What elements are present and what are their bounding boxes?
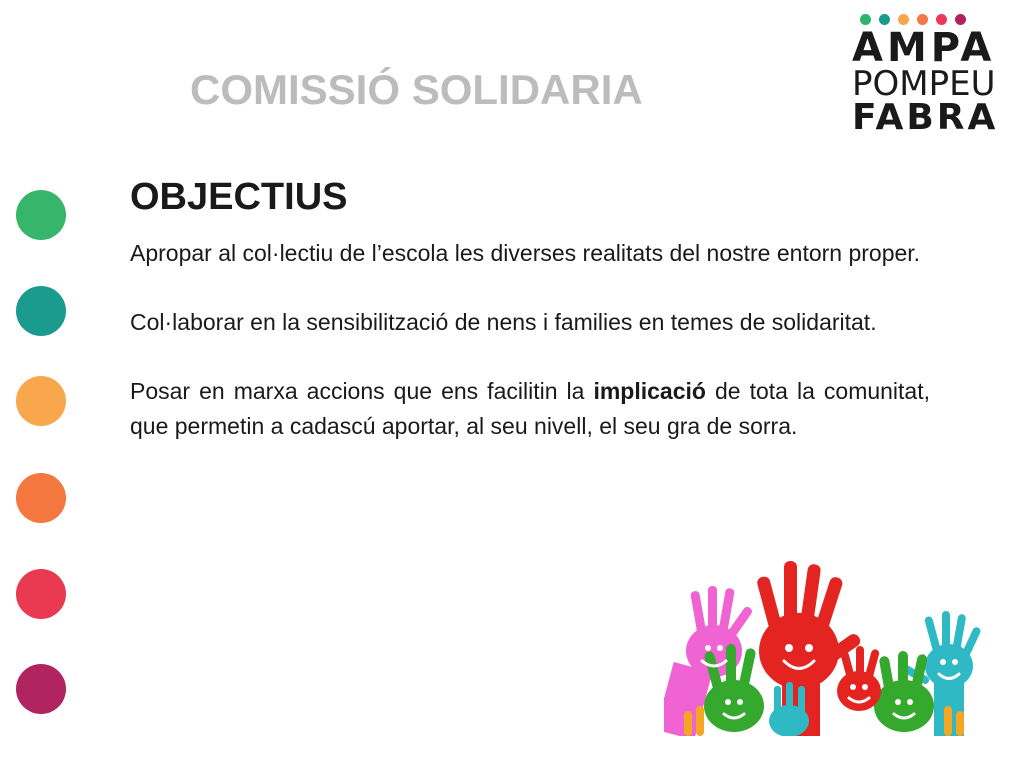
decorative-dot-teal — [16, 286, 66, 336]
ampa-logo — [852, 14, 1002, 138]
logo-dot — [879, 14, 890, 25]
decorative-dot-red — [16, 569, 66, 619]
paragraph-3-text-start: Posar en marxa accions que ens facilitin la — [130, 378, 594, 404]
teal-hand-icon — [769, 682, 809, 736]
logo-dot — [936, 14, 947, 25]
decorative-dot-green — [16, 190, 66, 240]
paragraph-3-bold-word: implicació — [593, 378, 706, 404]
colorful-hands-illustration — [664, 556, 984, 736]
decorative-dot-magenta — [16, 664, 66, 714]
objective-paragraph-3 — [130, 374, 930, 444]
objectives-text — [130, 236, 930, 478]
objective-paragraph-1: Apropar al col·lectiu de l’escola les diverses realitats del nostre entorn proper. — [130, 240, 921, 266]
paragraph-3-text-end: de tota la comunitat, que permetin a cadascú aportar, al seu nivell, el seu gra de sorra. — [130, 378, 931, 439]
logo-dots — [860, 14, 1002, 25]
section-heading: OBJECTIUS — [130, 176, 348, 218]
decorative-dot-yellow-orange — [16, 376, 66, 426]
logo-dot — [860, 14, 871, 25]
logo-dot — [917, 14, 928, 25]
decorative-dot-orange — [16, 473, 66, 523]
logo-dot — [955, 14, 966, 25]
logo-dot — [898, 14, 909, 25]
logo-text-pompeu: POMPEU — [852, 64, 996, 104]
slide-title: COMISSIÓ SOLIDARIA — [190, 66, 643, 113]
logo-text-ampa: AMPA — [852, 25, 996, 71]
logo-text-fabra: FABRA — [852, 97, 999, 138]
objective-paragraph-2: Col·laborar en la sensibilització de nens i families en temes de solidaritat. — [130, 309, 877, 335]
